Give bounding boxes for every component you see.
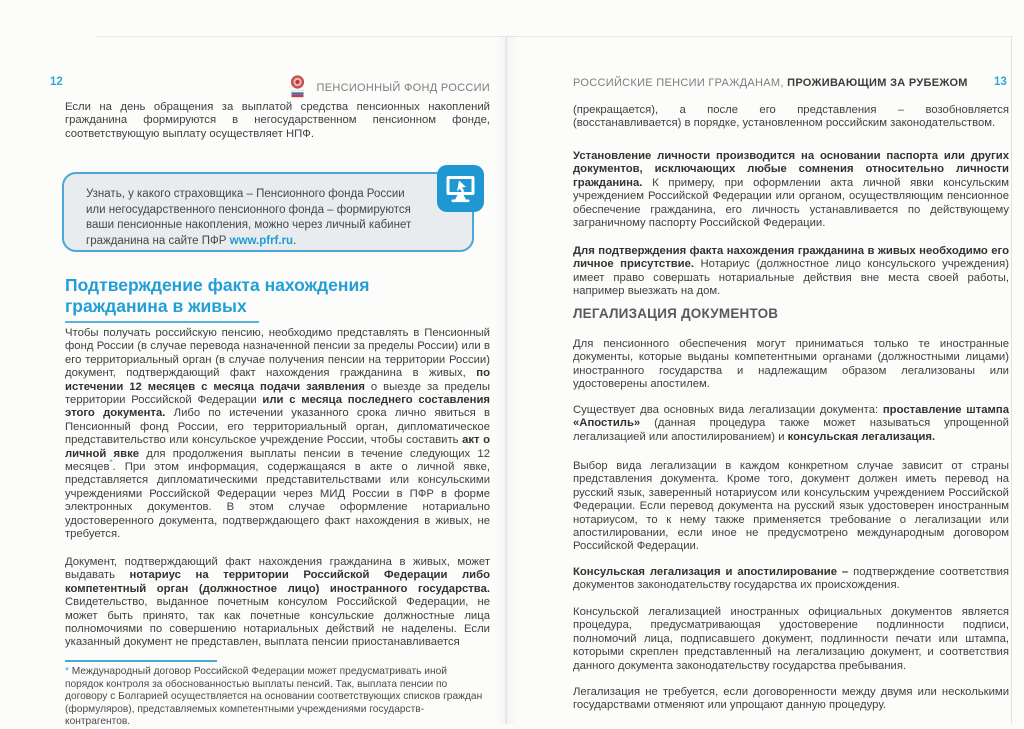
paragraph-resume-payment: (прекращается), а после его представления – возобновляется (восстанавливается) в порядке, установленном российским законодательством.	[573, 104, 1009, 130]
left-header-title: ПЕНСИОННЫЙ ФОНД РОССИИ	[316, 81, 490, 94]
paragraph-foreign-documents: Для пенсионного обеспечения могут приниматься только те иностранные документы, которые выданы компетентными органами (должностными лицами) иностранного государства и надлежащим образом легализованы или удостоверены апостилем.	[573, 338, 1009, 391]
page-number: 13	[994, 76, 1007, 88]
paragraph-personal-presence: Для подтверждения факта нахождения гражданина в живых необходимо его личное присутствие. Нотариус (должностное лицо консульского учреждения) имеет право совершать нотариальные действия вне места своей работы, например выезжать на дом.	[573, 245, 1009, 298]
paragraph-identity-verification: Установление личности производится на основании паспорта или других документов, исключающих любые сомнения относительно личности гражданина. К примеру, при оформлении акта личной явки консульским учреждением Российской Федерации или органом, осуществляющим пенсионное обеспечение гражданина, его личность устанавливается по действующему заграничному паспорту Российской Федерации.	[573, 150, 1009, 230]
section-heading-living-proof: Подтверждение факта нахождения гражданина в живых	[65, 275, 370, 316]
page-12	[0, 0, 505, 728]
page-number: 12	[50, 76, 63, 88]
monitor-cursor-icon	[437, 165, 484, 212]
heading-underline	[65, 321, 259, 323]
living-proof-paragraph-1: Чтобы получать российскую пенсию, необходимо представлять в Пенсионный фонд России (в случае перевода назначенной пенсии за пределы России) или в его территориальный орган (в случае получения пенсии на территории России) документ, подтверждающий факт нахождения гражданина в живых, по истечении 12 месяцев с месяца подачи заявления о выезде за пределы территории Российской Федерации или с месяца последнего составления этого документа. Либо по истечении указанного срока лично явиться в Пенсионный фонд России, его территориальный орган, дипломатическое представительство или консульское учреждение России, чтобы составить акт о личной явке для продолжения выплаты пенсии в течение следующих 12 месяцев*. При этом информация, содержащаяся в акте о личной явке, представляется дипломатическими представительствами или консульскими учреждениями Российской Федерации через МИД России в ПФР в форме электронных документов. В этом случае оформление нотариально удостоверенного документа, подтверждающего факт нахождения в живых, не требуется.	[65, 327, 491, 541]
left-running-header	[289, 75, 490, 101]
paragraph-two-types: Существует два основных вида легализации документа: проставление штампа «Апостиль» (данная процедура также может называться упрощенной легализацией или апостилированием) и консульская легализация.	[573, 404, 1009, 443]
right-running-header	[573, 77, 968, 89]
info-box-text[interactable]: Узнать, у какого страховщика – Пенсионного фонда России или негосударственного пенсионного фонда – формируются ваши пенсионные накопления, можно через личный кабинет гражданина на сайте ПФР www.pfrf.ru.	[86, 188, 412, 247]
paragraph-legalization-choice: Выбор вида легализации в каждом конкретном случае зависит от страны представления документа. Кроме того, документ должен иметь перевод на русский язык, заверенный нотариусом или консульским учреждением Российской Федерации. Если перевод документа на русский язык удостоверен иностранным нотариусом, то к нему также применяется требование о легализации или апостилировании, если иное не предусмотрено международным договором Российской Федерации.	[573, 460, 1009, 553]
paragraph-no-legalization: Легализация не требуется, если договоренности между двумя или несколькими государствами отменяют или упрощают данную процедуру.	[573, 686, 1009, 712]
page-13	[507, 0, 1024, 724]
info-box	[62, 172, 474, 252]
intro-paragraph: Если на день обращения за выплатой средства пенсионных накоплений гражданина формируются в негосударственном пенсионном фонде, соответствующую выплату осуществляет НПФ.	[65, 101, 490, 140]
right-header-regular: РОССИЙСКИЕ ПЕНСИИ ГРАЖДАНАМ,	[573, 77, 788, 89]
paragraph-consular-definition: Консульская легализация и апостилирование – подтверждение соответствия документов законодательству государства их происхождения.	[573, 566, 1009, 592]
footnote-text: * Международный договор Российской Федерации может предусматривать иной порядок контроля за обоснованностью выплаты пенсий. Так, выплата пенсии по договору с Болгарией осуществляется на основании соответствующих списков граждан (формуляров), представляемых компетентными учреждениями государств-контрагентов.	[65, 666, 483, 728]
paragraph-consular-procedure: Консульской легализацией иностранных официальных документов является процедура, предусматривающая удостоверение подлинности подписи, полномочий лица, подписавшего документ, подлинности печати или штампа, которыми скреплен представленный на легализацию документ, и соответствия данного документа законодательству государства пребывания.	[573, 606, 1009, 672]
section-heading-legalization: ЛЕГАЛИЗАЦИЯ ДОКУМЕНТОВ	[573, 306, 779, 321]
pfr-emblem-icon	[289, 75, 306, 101]
right-header-bold: ПРОЖИВАЮЩИМ ЗА РУБЕЖОМ	[787, 77, 968, 89]
living-proof-paragraph-2: Документ, подтверждающий факт нахождения гражданина в живых, может выдавать нотариус на территории Российской Федерации либо компетентный орган (должностное лицо) иностранного государства. Свидетельство, выданное почетным консулом Российской Федерации, не может быть принято, так как почетные консульские должностные лица полномочиями по совершению нотариальных действий не наделены. Если указанный документ не представлен, выплата пенсии приостанавливается	[65, 556, 491, 649]
footnote-divider	[65, 660, 217, 662]
